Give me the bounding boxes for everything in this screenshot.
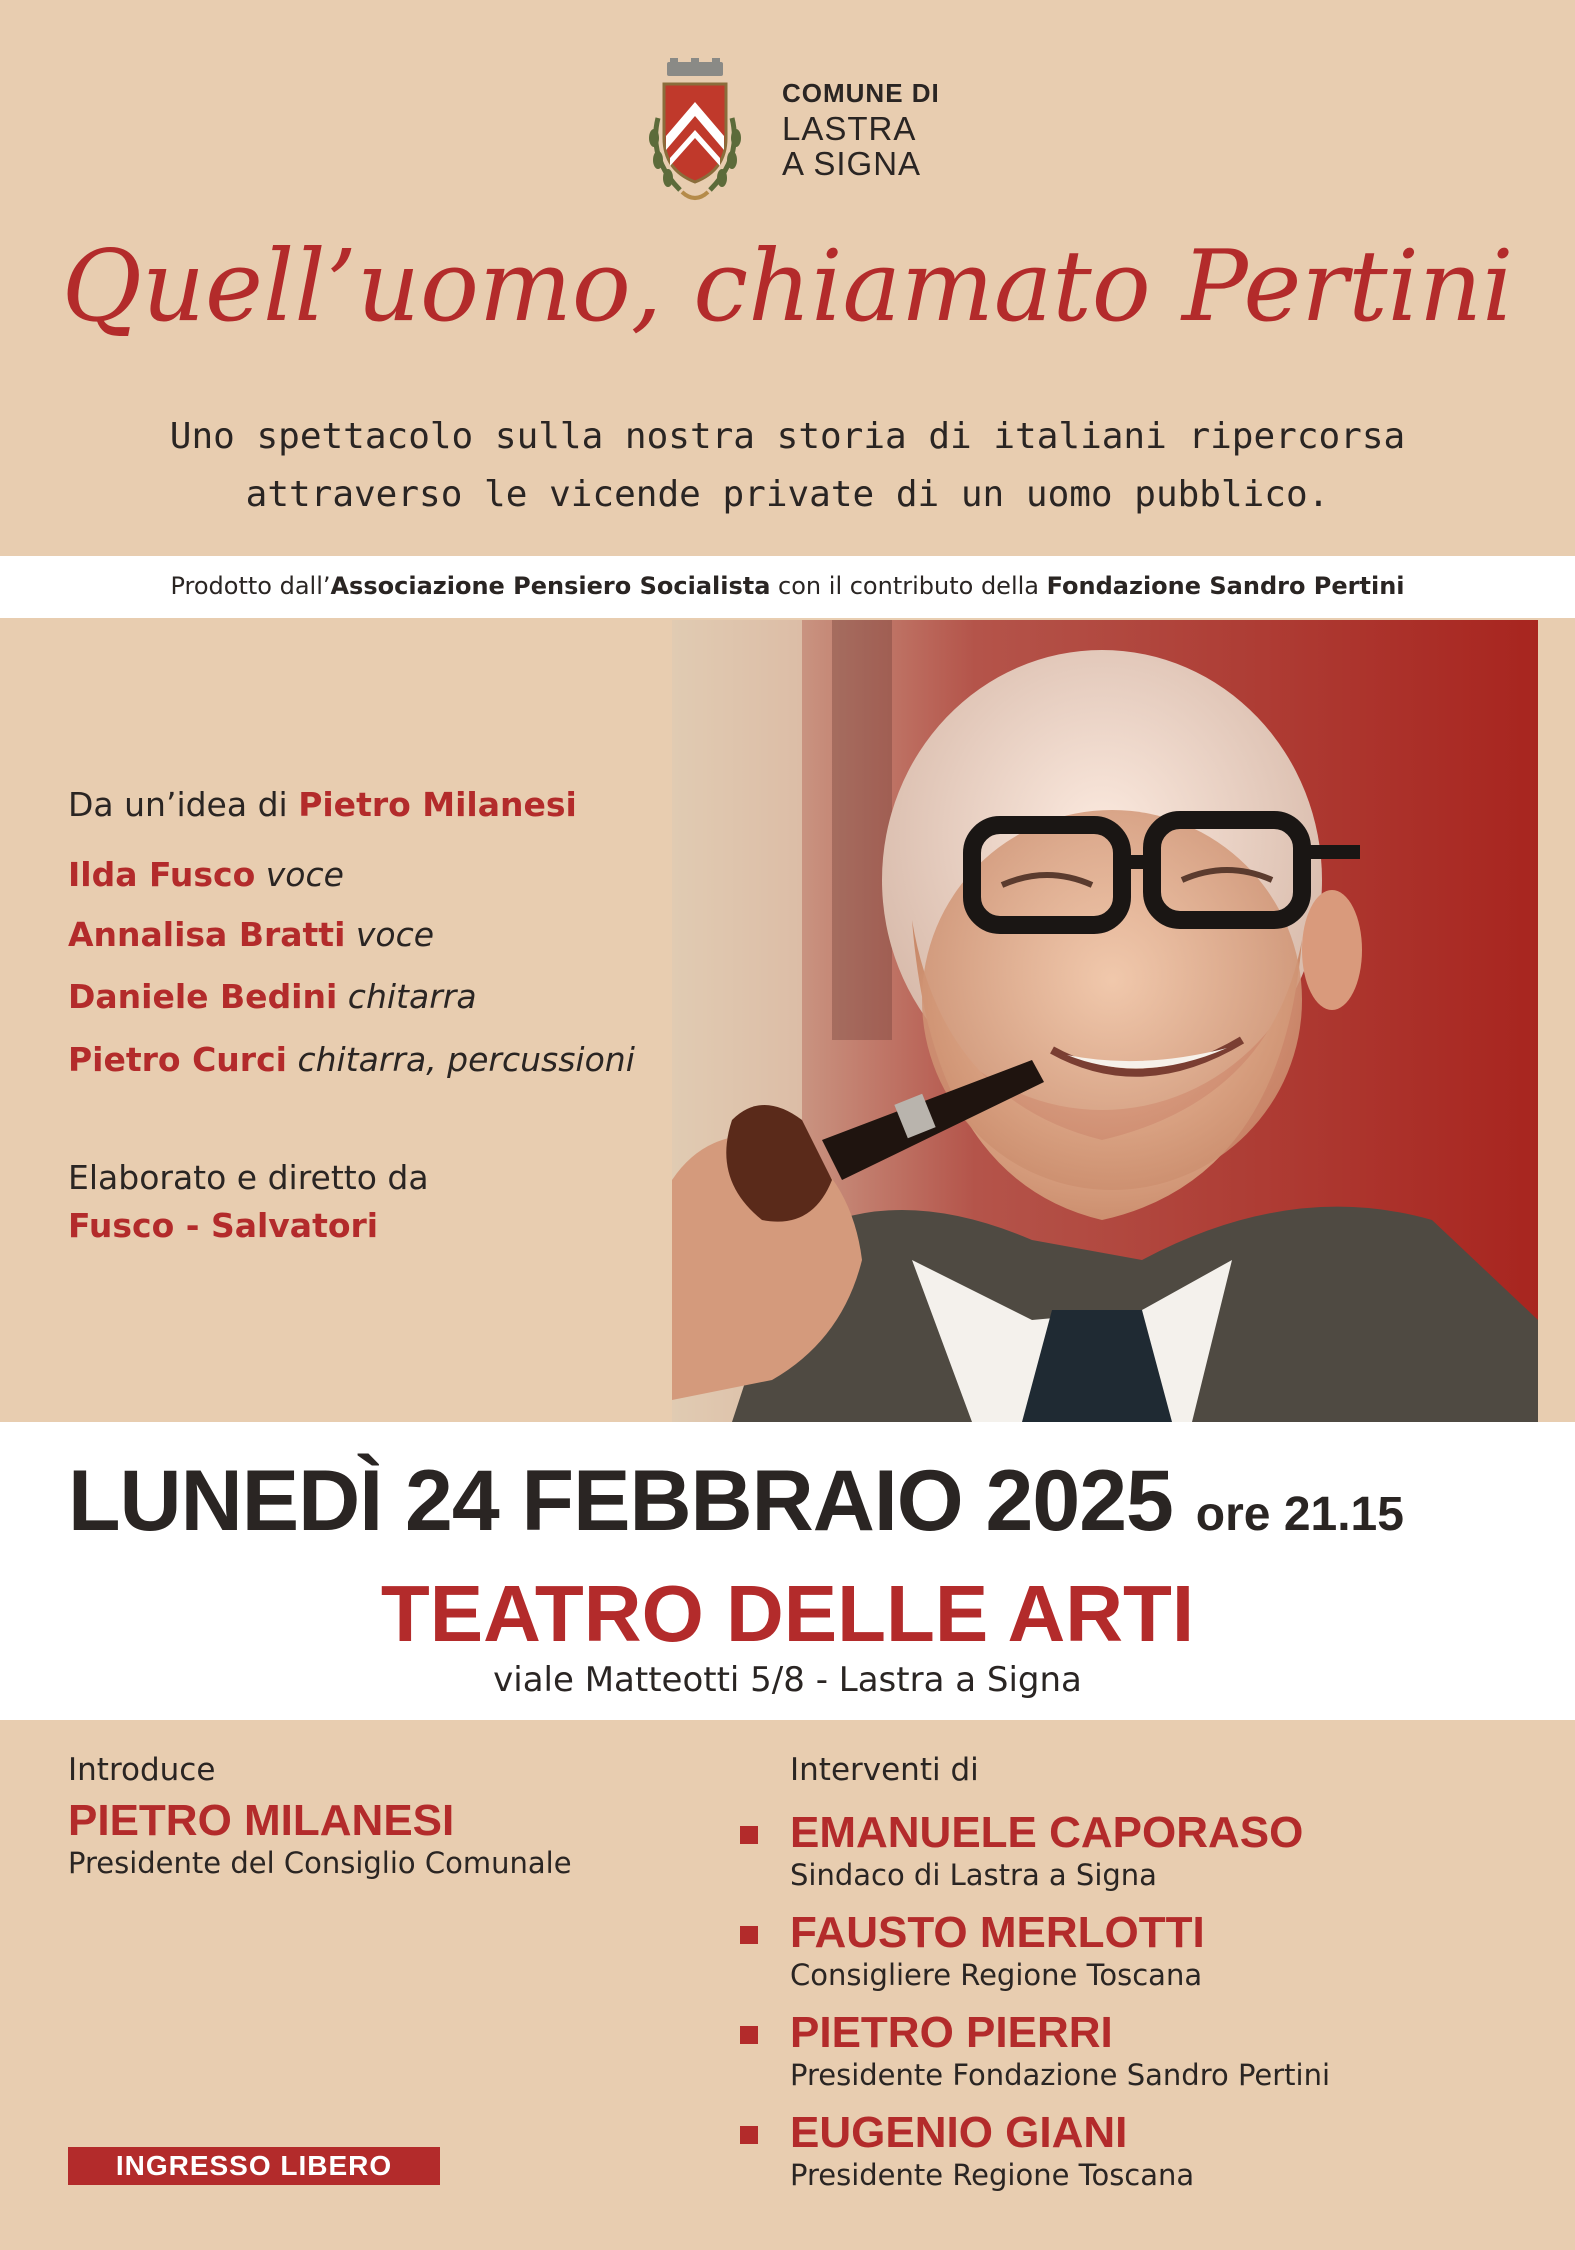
event-address: viale Matteotti 5/8 - Lastra a Signa bbox=[493, 1660, 1082, 1700]
cast-role: chitarra bbox=[337, 977, 477, 1016]
bullet-square-icon bbox=[740, 2126, 758, 2144]
cast-name: Daniele Bedini bbox=[68, 977, 338, 1016]
event-date-text: LUNEDÌ 24 FEBBRAIO 2025 bbox=[68, 1453, 1173, 1549]
produced-org-2: Fondazione Sandro Pertini bbox=[1046, 572, 1405, 600]
speaker-role: Sindaco di Lastra a Signa bbox=[790, 1858, 1157, 1892]
speaker-name: FAUSTO MERLOTTI bbox=[790, 1908, 1205, 1957]
portrait-photo bbox=[672, 620, 1538, 1422]
produced-org-1: Associazione Pensiero Socialista bbox=[330, 572, 771, 600]
bullet-square-icon bbox=[740, 1826, 758, 1844]
cast-role: voce bbox=[345, 915, 435, 954]
cast-role: chitarra, percussioni bbox=[286, 1040, 635, 1079]
cast-item-1 bbox=[68, 855, 344, 894]
director-name bbox=[68, 1206, 378, 1245]
cast-item-3 bbox=[68, 977, 477, 1016]
comune-line-2: LASTRA bbox=[782, 110, 917, 147]
produced-middle: con il contributo della bbox=[770, 572, 1047, 600]
cast-name: Annalisa Bratti bbox=[68, 915, 346, 954]
speaker-name: EUGENIO GIANI bbox=[790, 2108, 1128, 2157]
comune-line-3: A SIGNA bbox=[782, 145, 922, 182]
idea-name: Pietro Milanesi bbox=[298, 785, 577, 824]
director-label: Elaborato e diretto da bbox=[68, 1158, 429, 1197]
cast-name: Ilda Fusco bbox=[68, 855, 256, 894]
free-entry-badge: INGRESSO LIBERO bbox=[68, 2147, 440, 2185]
cast-item-4 bbox=[68, 1040, 635, 1079]
interventions-label: Interventi di bbox=[790, 1752, 979, 1788]
bullet-square-icon bbox=[740, 1926, 758, 1944]
municipal-crest-icon bbox=[640, 58, 750, 208]
poster-title: Quell’uomo, chiamato Pertini bbox=[61, 230, 1514, 344]
poster-subtitle bbox=[0, 408, 1575, 524]
subtitle-line-1: Uno spettacolo sulla nostra storia di italiani ripercorsa bbox=[169, 416, 1406, 457]
intro-name: PIETRO MILANESI bbox=[68, 1796, 455, 1845]
event-time: ore 21.15 bbox=[1195, 1488, 1404, 1541]
credit-idea bbox=[68, 785, 577, 824]
cast-name: Pietro Curci bbox=[68, 1040, 287, 1079]
bullet-square-icon bbox=[740, 2026, 758, 2044]
intro-label: Introduce bbox=[68, 1752, 216, 1788]
comune-label bbox=[782, 80, 940, 180]
speaker-role: Presidente Regione Toscana bbox=[790, 2158, 1195, 2192]
event-venue: TEATRO DELLE ARTI bbox=[380, 1569, 1195, 1658]
idea-label: Da un’idea di bbox=[68, 785, 299, 824]
speaker-role: Consigliere Regione Toscana bbox=[790, 1958, 1203, 1992]
produced-by-line bbox=[0, 572, 1575, 600]
cast-role: voce bbox=[255, 855, 344, 894]
event-date bbox=[68, 1452, 1404, 1551]
subtitle-line-2: attraverso le vicende private di un uomo pubblico. bbox=[245, 474, 1330, 515]
speaker-name: PIETRO PIERRI bbox=[790, 2008, 1113, 2057]
cast-item-2 bbox=[68, 915, 434, 954]
comune-line-1: COMUNE DI bbox=[782, 78, 940, 108]
intro-role: Presidente del Consiglio Comunale bbox=[68, 1846, 572, 1880]
speaker-role: Presidente Fondazione Sandro Pertini bbox=[790, 2058, 1331, 2092]
speaker-name: EMANUELE CAPORASO bbox=[790, 1808, 1304, 1857]
director-name-text: Fusco - Salvatori bbox=[68, 1206, 379, 1245]
produced-prefix: Prodotto dall’ bbox=[170, 572, 331, 600]
